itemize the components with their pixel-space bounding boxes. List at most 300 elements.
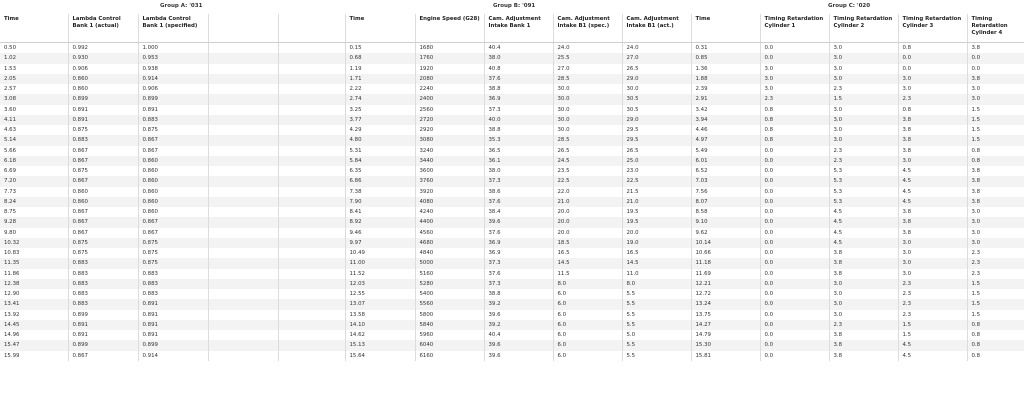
table-cell: 38.8 <box>484 289 553 299</box>
table-cell: 4400 <box>415 217 484 227</box>
table-cell: 0.867 <box>68 351 138 361</box>
table-cell: 0.0 <box>760 310 829 320</box>
table-cell: 6.01 <box>691 156 760 166</box>
table-cell <box>278 94 345 104</box>
table-cell: 5840 <box>415 320 484 330</box>
table-cell: 3.0 <box>967 217 1024 227</box>
table-cell: 0.930 <box>68 53 138 63</box>
table-row <box>0 94 1024 104</box>
group-b-label: Group B: '091 <box>493 3 536 9</box>
table-cell <box>208 217 278 227</box>
table-cell: 0.0 <box>760 207 829 217</box>
table-cell: 3.0 <box>829 105 898 115</box>
table-cell: 0.953 <box>138 53 208 63</box>
table-cell: 4.97 <box>691 135 760 145</box>
table-row <box>0 310 1024 320</box>
table-cell: 3.0 <box>898 156 967 166</box>
table-cell: 3.25 <box>345 105 415 115</box>
table-cell: 0.860 <box>68 187 138 197</box>
table-cell: 19.5 <box>622 217 691 227</box>
table-cell <box>208 289 278 299</box>
table-cell: 30.0 <box>553 94 622 104</box>
table-row <box>0 156 1024 166</box>
table-cell <box>278 115 345 125</box>
table-cell: 4.5 <box>898 351 967 361</box>
table-cell: 5.5 <box>622 299 691 309</box>
table-cell: 37.3 <box>484 258 553 268</box>
table-cell <box>208 197 278 207</box>
table-cell: 30.5 <box>622 105 691 115</box>
table-cell: 39.6 <box>484 217 553 227</box>
table-cell <box>278 166 345 176</box>
table-cell: 15.81 <box>691 351 760 361</box>
table-cell: 1.5 <box>971 291 981 298</box>
table-cell: 8.92 <box>345 217 415 227</box>
table-cell <box>278 269 345 279</box>
table-cell: 5.5 <box>622 320 691 330</box>
table-row <box>0 258 1024 268</box>
group-a-label: Group A: '031 <box>160 3 203 9</box>
table-cell: 29.0 <box>622 74 691 84</box>
table-cell: 3.0 <box>971 229 981 236</box>
table-cell: 3.8 <box>898 125 967 135</box>
table-cell: 4.5 <box>898 197 967 207</box>
table-cell: 0.860 <box>138 176 208 186</box>
table-cell: 8.0 <box>553 279 622 289</box>
table-cell: 2.3 <box>971 270 981 277</box>
table-cell: 5.5 <box>622 351 691 361</box>
table-cell: 0.875 <box>68 238 138 248</box>
table-cell: 8.41 <box>345 207 415 217</box>
table-row <box>0 166 1024 176</box>
table-cell <box>278 197 345 207</box>
table-cell: 0.8 <box>967 340 1024 350</box>
table-cell: 15.13 <box>345 340 415 350</box>
table-row <box>0 74 1024 84</box>
table-row <box>0 299 1024 309</box>
table-cell: 5.3 <box>829 187 898 197</box>
table-cell <box>208 258 278 268</box>
table-cell: 30.5 <box>622 94 691 104</box>
table-cell: 3.0 <box>898 258 967 268</box>
table-cell: 4.5 <box>898 340 967 350</box>
table-cell: 28.5 <box>553 74 622 84</box>
table-cell <box>278 146 345 156</box>
table-cell: 9.10 <box>691 217 760 227</box>
table-cell: 3760 <box>415 176 484 186</box>
table-cell: 1.53 <box>0 64 68 74</box>
table-cell: 0.0 <box>760 269 829 279</box>
table-cell: 39.2 <box>484 299 553 309</box>
table-cell: 0.0 <box>898 53 967 63</box>
table-cell: 3.8 <box>898 228 967 238</box>
column-header-4 <box>278 14 345 43</box>
table-cell: 7.73 <box>0 187 68 197</box>
table-cell <box>208 94 278 104</box>
table-cell: 12.90 <box>0 289 68 299</box>
column-header-0: Time <box>0 14 68 43</box>
table-cell: 0.8 <box>760 125 829 135</box>
table-cell: 0.0 <box>760 197 829 207</box>
table-cell: 36.9 <box>484 248 553 258</box>
table-cell: 20.0 <box>553 207 622 217</box>
table-cell: 14.79 <box>691 330 760 340</box>
table-cell: 0.906 <box>138 84 208 94</box>
table-cell: 5.3 <box>829 176 898 186</box>
table-cell: 13.07 <box>345 299 415 309</box>
table-cell <box>208 351 278 361</box>
table-cell <box>208 74 278 84</box>
table-cell: 10.32 <box>0 238 68 248</box>
table-cell: 8.58 <box>691 207 760 217</box>
table-cell: 11.00 <box>345 258 415 268</box>
table-cell: 0.8 <box>967 320 1024 330</box>
column-header-14: Timing Retardation Cylinder 4 <box>967 14 1024 43</box>
table-cell: 2.39 <box>691 84 760 94</box>
table-cell <box>208 320 278 330</box>
table-cell: 37.6 <box>484 74 553 84</box>
table-cell: 38.0 <box>484 53 553 63</box>
table-cell: 21.0 <box>553 197 622 207</box>
table-cell: 15.64 <box>345 351 415 361</box>
table-cell: 3.0 <box>829 289 898 299</box>
table-cell: 13.41 <box>0 299 68 309</box>
table-row <box>0 197 1024 207</box>
table-cell <box>278 156 345 166</box>
table-cell: 1.71 <box>345 74 415 84</box>
table-cell: 3.0 <box>898 84 967 94</box>
table-cell: 1920 <box>415 64 484 74</box>
table-cell: 3.8 <box>967 197 1024 207</box>
table-cell: 3.8 <box>898 217 967 227</box>
table-cell: 12.21 <box>691 279 760 289</box>
table-cell: 0.860 <box>138 197 208 207</box>
table-cell: 0.883 <box>68 258 138 268</box>
table-cell: 0.883 <box>68 299 138 309</box>
table-cell: 30.0 <box>622 84 691 94</box>
table-cell: 1760 <box>415 53 484 63</box>
table-cell: 37.3 <box>484 105 553 115</box>
table-cell: 3.8 <box>971 168 981 175</box>
table-cell: 0.875 <box>138 248 208 258</box>
table-cell: 1680 <box>415 43 484 54</box>
table-row <box>0 115 1024 125</box>
table-cell: 0.867 <box>138 228 208 238</box>
table-cell: 27.0 <box>553 64 622 74</box>
table-cell: 15.47 <box>0 340 68 350</box>
table-cell: 0.0 <box>898 64 967 74</box>
table-cell: 0.992 <box>68 43 138 54</box>
table-cell: 16.5 <box>622 248 691 258</box>
table-cell: 5800 <box>415 310 484 320</box>
table-cell: 6.0 <box>553 340 622 350</box>
table-cell: 0.860 <box>138 156 208 166</box>
table-cell: 7.56 <box>691 187 760 197</box>
table-row <box>0 84 1024 94</box>
table-row <box>0 135 1024 145</box>
table-cell: 0.867 <box>68 217 138 227</box>
table-cell: 0.0 <box>760 248 829 258</box>
table-cell: 7.90 <box>345 197 415 207</box>
table-row <box>0 207 1024 217</box>
table-cell: 3.0 <box>898 74 967 84</box>
table-cell <box>278 258 345 268</box>
table-cell <box>278 289 345 299</box>
table-cell: 26.5 <box>553 146 622 156</box>
table-cell: 13.92 <box>0 310 68 320</box>
table-cell: 8.75 <box>0 207 68 217</box>
table-cell: 0.31 <box>691 43 760 54</box>
table-cell: 4.11 <box>0 115 68 125</box>
table-cell: 0.867 <box>68 228 138 238</box>
table-cell: 16.5 <box>553 248 622 258</box>
table-row <box>0 238 1024 248</box>
table-cell: 4.46 <box>691 125 760 135</box>
table-cell: 5280 <box>415 279 484 289</box>
table-cell: 0.8 <box>971 352 981 359</box>
table-cell: 0.0 <box>760 238 829 248</box>
table-cell: 3.0 <box>829 115 898 125</box>
table-cell <box>278 279 345 289</box>
table-cell: 35.3 <box>484 135 553 145</box>
table-cell: 1.88 <box>691 74 760 84</box>
table-cell: 1.5 <box>971 127 981 134</box>
table-cell <box>278 228 345 238</box>
table-cell: 3.0 <box>829 74 898 84</box>
table-cell: 40.8 <box>484 64 553 74</box>
table-cell: 9.97 <box>345 238 415 248</box>
table-cell: 38.8 <box>484 84 553 94</box>
table-cell: 0.899 <box>138 340 208 350</box>
table-cell: 39.6 <box>484 310 553 320</box>
table-cell: 1.02 <box>0 53 68 63</box>
table-cell: 0.891 <box>68 320 138 330</box>
table-row <box>0 43 1024 54</box>
table-cell: 0.8 <box>898 105 967 115</box>
table-cell: 5.84 <box>345 156 415 166</box>
table-cell: 0.867 <box>138 135 208 145</box>
table-cell: 4240 <box>415 207 484 217</box>
table-row <box>0 53 1024 63</box>
table-cell: 1.5 <box>967 279 1024 289</box>
table-cell: 40.4 <box>484 330 553 340</box>
table-cell: 11.86 <box>0 269 68 279</box>
table-cell: 8.0 <box>622 279 691 289</box>
table-cell <box>208 238 278 248</box>
table-cell: 20.0 <box>622 228 691 238</box>
table-cell: 2.3 <box>971 250 981 257</box>
table-cell: 4.5 <box>898 187 967 197</box>
table-cell: 3.0 <box>829 53 898 63</box>
table-cell: 3.0 <box>829 310 898 320</box>
table-cell: 6.52 <box>691 166 760 176</box>
table-cell: 3240 <box>415 146 484 156</box>
table-cell: 40.4 <box>484 43 553 54</box>
table-cell: 0.891 <box>138 330 208 340</box>
table-cell: 14.5 <box>622 258 691 268</box>
table-cell: 0.8 <box>898 43 967 54</box>
table-cell: 0.0 <box>760 53 829 63</box>
table-cell <box>208 64 278 74</box>
table-cell <box>208 146 278 156</box>
table-row <box>0 105 1024 115</box>
table-cell: 0.867 <box>138 217 208 227</box>
table-cell: 0.899 <box>68 94 138 104</box>
table-cell: 2.3 <box>898 299 967 309</box>
table-cell: 9.46 <box>345 228 415 238</box>
table-cell: 3.94 <box>691 115 760 125</box>
table-cell <box>208 166 278 176</box>
table-cell: 2.3 <box>967 258 1024 268</box>
table-cell: 0.68 <box>345 53 415 63</box>
table-cell: 20.0 <box>553 217 622 227</box>
table-cell: 3.0 <box>971 86 981 93</box>
table-cell: 30.0 <box>553 84 622 94</box>
table-cell: 3.0 <box>760 74 829 84</box>
table-cell <box>208 125 278 135</box>
table-cell: 6.0 <box>553 320 622 330</box>
column-header-1: Lambda Control Bank 1 (actual) <box>68 14 138 43</box>
table-cell: 13.75 <box>691 310 760 320</box>
table-cell: 0.867 <box>68 156 138 166</box>
table-cell: 0.0 <box>760 279 829 289</box>
table-cell <box>208 310 278 320</box>
table-row <box>0 330 1024 340</box>
table-cell: 11.0 <box>622 269 691 279</box>
table-cell: 6.0 <box>553 289 622 299</box>
table-cell: 3.8 <box>829 340 898 350</box>
table-cell: 23.5 <box>553 166 622 176</box>
table-cell: 8.07 <box>691 197 760 207</box>
table-cell: 15.99 <box>0 351 68 361</box>
table-cell: 1.5 <box>971 106 981 113</box>
table-cell: 1.5 <box>829 94 898 104</box>
table-cell: 22.0 <box>553 187 622 197</box>
table-cell <box>278 74 345 84</box>
table-row <box>0 279 1024 289</box>
table-cell <box>278 187 345 197</box>
table-cell: 5160 <box>415 269 484 279</box>
table-cell: 0.867 <box>68 207 138 217</box>
table-row <box>0 248 1024 258</box>
table-cell: 27.0 <box>622 53 691 63</box>
table-row <box>0 125 1024 135</box>
table-cell: 2.91 <box>691 94 760 104</box>
table-cell: 12.55 <box>345 289 415 299</box>
table-cell <box>208 248 278 258</box>
table-cell <box>208 207 278 217</box>
table-row <box>0 351 1024 361</box>
table-cell: 2.3 <box>829 84 898 94</box>
table-cell <box>278 84 345 94</box>
table-cell <box>278 351 345 361</box>
table-cell: 26.5 <box>622 146 691 156</box>
table-cell: 0.8 <box>971 147 981 154</box>
table-cell: 3.42 <box>691 105 760 115</box>
table-cell: 3.0 <box>898 238 967 248</box>
table-cell: 0.883 <box>68 279 138 289</box>
table-cell: 0.860 <box>68 84 138 94</box>
table-cell: 3.0 <box>829 43 898 54</box>
table-cell: 4560 <box>415 228 484 238</box>
table-cell: 0.8 <box>760 135 829 145</box>
table-cell: 29.0 <box>622 115 691 125</box>
table-cell: 12.38 <box>0 279 68 289</box>
table-cell: 5560 <box>415 299 484 309</box>
table-cell: 37.6 <box>484 269 553 279</box>
table-cell: 20.0 <box>553 228 622 238</box>
table-cell: 26.5 <box>622 64 691 74</box>
table-cell: 2.57 <box>0 84 68 94</box>
table-cell <box>278 320 345 330</box>
table-cell: 4080 <box>415 197 484 207</box>
table-cell: 14.96 <box>0 330 68 340</box>
table-cell: 1.5 <box>971 311 981 318</box>
table-cell: 1.19 <box>345 64 415 74</box>
table-cell: 7.38 <box>345 187 415 197</box>
table-cell: 24.0 <box>622 43 691 54</box>
table-cell: 5.5 <box>622 289 691 299</box>
table-cell: 12.72 <box>691 289 760 299</box>
table-cell: 37.3 <box>484 176 553 186</box>
table-cell: 25.5 <box>553 53 622 63</box>
table-cell: 5.3 <box>829 166 898 176</box>
table-cell: 6.18 <box>0 156 68 166</box>
table-cell: 4.5 <box>829 207 898 217</box>
table-cell <box>208 299 278 309</box>
table-cell <box>278 299 345 309</box>
table-cell: 5.5 <box>622 340 691 350</box>
table-cell: 4.5 <box>898 166 967 176</box>
table-cell: 14.62 <box>345 330 415 340</box>
table-cell <box>278 330 345 340</box>
table-cell: 4840 <box>415 248 484 258</box>
table-cell <box>208 340 278 350</box>
table-cell: 11.69 <box>691 269 760 279</box>
table-cell: 10.66 <box>691 248 760 258</box>
table-cell: 11.52 <box>345 269 415 279</box>
table-cell: 0.860 <box>138 166 208 176</box>
table-cell: 6.0 <box>553 310 622 320</box>
table-cell <box>278 125 345 135</box>
table-cell: 3.77 <box>345 115 415 125</box>
table-cell: 2.3 <box>898 94 967 104</box>
table-cell: 3.8 <box>898 146 967 156</box>
table-cell: 30.0 <box>553 125 622 135</box>
table-cell: 0.883 <box>68 269 138 279</box>
table-cell: 0.8 <box>760 115 829 125</box>
table-cell: 1.36 <box>691 64 760 74</box>
table-cell: 11.35 <box>0 258 68 268</box>
table-cell: 4.63 <box>0 125 68 135</box>
table-cell: 2.3 <box>829 320 898 330</box>
table-cell: 3.0 <box>971 209 981 216</box>
table-cell: 3.0 <box>829 279 898 289</box>
table-cell: 6.86 <box>345 176 415 186</box>
table-cell: 3440 <box>415 156 484 166</box>
table-cell: 0.914 <box>138 351 208 361</box>
table-cell: 22.5 <box>622 176 691 186</box>
table-cell: 3.0 <box>967 94 1024 104</box>
table-cell: 39.6 <box>484 340 553 350</box>
table-cell: 0.891 <box>138 310 208 320</box>
table-cell: 2.3 <box>760 94 829 104</box>
table-cell <box>208 53 278 63</box>
table-cell: 2720 <box>415 115 484 125</box>
column-header-3 <box>208 14 278 43</box>
table-cell: 38.8 <box>484 125 553 135</box>
table-cell <box>208 105 278 115</box>
